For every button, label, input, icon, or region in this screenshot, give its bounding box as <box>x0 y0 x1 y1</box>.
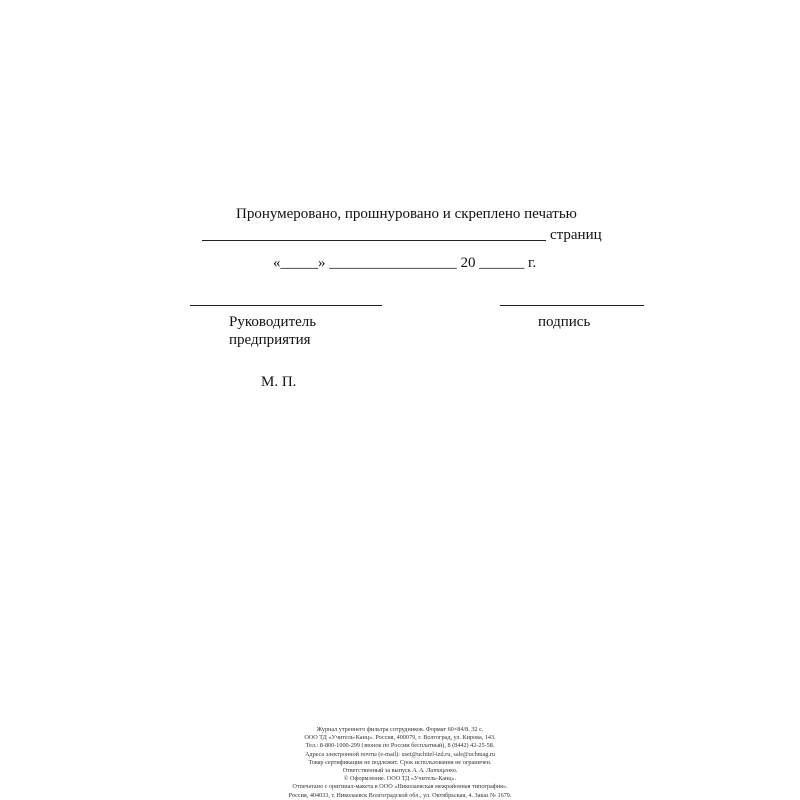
imprint-line: Адреса электронной почты (e-mail): uset@uchitel-izd.ru, sale@uchmag.ru <box>304 750 496 758</box>
pages-suffix: страниц <box>550 227 602 243</box>
publisher-imprint <box>0 726 800 800</box>
pages-count-underline <box>202 240 546 241</box>
responsible-name: А. А. Латоценко. <box>412 767 458 775</box>
responsible-prefix: Ответственный за выпуск <box>342 767 413 775</box>
imprint-line: ООО ТД «Учитель-Канц». Россия, 400079, г. Волгоград, ул. Кирова, 143. <box>304 734 496 742</box>
date-line[interactable]: «_____» _________________ 20 ______ г. <box>273 255 537 271</box>
imprint-line: Журнал утреннего фильтра сотрудников. Формат 60×84/8. 32 с. <box>316 726 484 733</box>
imprint-responsible <box>0 767 800 775</box>
imprint-print-line: Россия, 404033, г. Николаевск Волгоградской обл., ул. Октябрьская, 4. Заказ № 1679. <box>288 791 512 799</box>
signature-label: подпись <box>538 314 591 330</box>
imprint-design: © Оформление. ООО ТД «Учитель-Канц». <box>343 775 457 783</box>
manager-signature-line[interactable] <box>190 305 382 306</box>
imprint-line: Товар сертификации не подлежит. Срок использования не ограничен. <box>308 758 492 766</box>
manager-label-line2: предприятия <box>229 332 311 348</box>
imprint-line: Тел.: 8-800-1000-299 (звонок по России бесплатный), 8 (8442) 42-25-58. <box>305 742 495 750</box>
imprint-print-line: Отпечатано с оригинал-макета в ООО «Николаевская межрайонная типография». <box>292 783 508 791</box>
stamp-placeholder: М. П. <box>261 374 297 390</box>
signature-line[interactable] <box>500 305 644 306</box>
manager-label-line1: Руководитель <box>229 314 317 330</box>
certification-heading: Пронумеровано, прошнуровано и скреплено печатью <box>236 206 577 222</box>
